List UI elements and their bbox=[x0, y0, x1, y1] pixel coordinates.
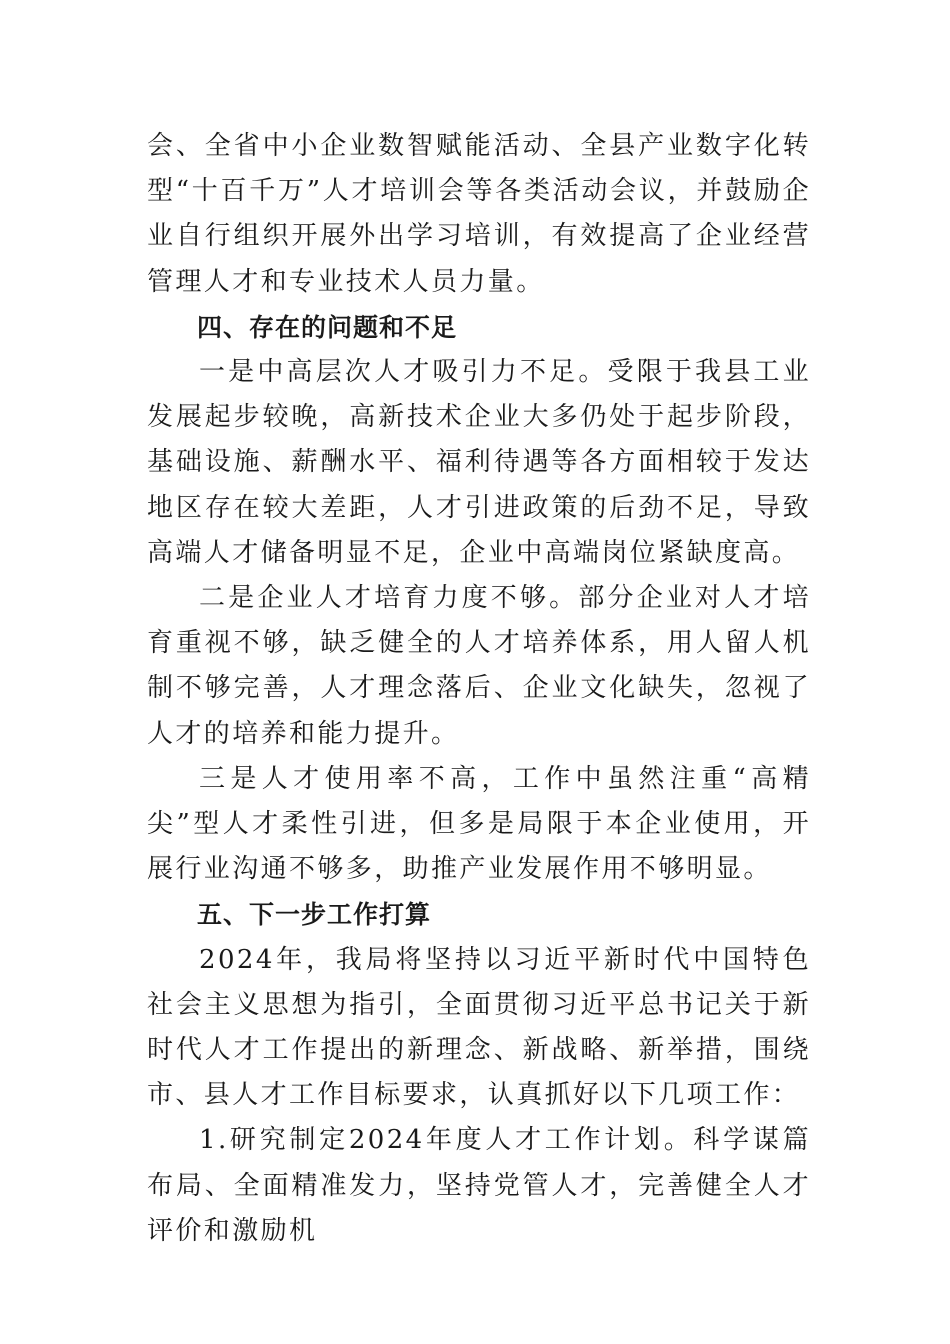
section-heading-problems: 四、存在的问题和不足 bbox=[197, 312, 458, 342]
paragraph-problem-3: 三是人才使用率不高，工作中虽然注重“高精尖”型人才柔性引进，但多是局限于本企业使用，开展行业沟通不够多，助推产业发展作用不够明显。 bbox=[147, 763, 811, 885]
document-body bbox=[147, 124, 811, 1254]
paragraph-plan-intro: 2024年，我局将坚持以习近平新时代中国特色社会主义思想为指引，全面贯彻习近平总书记关于新时代人才工作提出的新理念、新战略、新举措，围绕市、县人才工作目标要求，认真抓好以下几项工作： bbox=[147, 944, 811, 1111]
paragraph-problem-2: 二是企业人才培育力度不够。部分企业对人才培育重视不够，缺乏健全的人才培养体系，用人留人机制不够完善，人才理念落后、企业文化缺失，忽视了人才的培养和能力提升。 bbox=[147, 583, 811, 749]
section-heading-next-steps: 五、下一步工作打算 bbox=[197, 900, 432, 930]
paragraph-continued: 会、全省中小企业数智赋能活动、全县产业数字化转型“十百千万”人才培训会等各类活动会议，并鼓励企业自行组织开展外出学习培训，有效提高了企业经营管理人才和专业技术人员力量。 bbox=[147, 131, 811, 297]
paragraph-problem-1: 一是中高层次人才吸引力不足。受限于我县工业发展起步较晚，高新技术企业大多仍处于起步阶段，基础设施、薪酬水平、福利待遇等各方面相较于发达地区存在较大差距，人才引进政策的后劲不足，导致高端人才储备明显不足，企业中高端岗位紧缺度高。 bbox=[147, 357, 811, 568]
paragraph-plan-item-1: 1.研究制定2024年度人才工作计划。科学谋篇布局、全面精准发力，坚持党管人才，完善健全人才评价和激励机 bbox=[147, 1125, 811, 1246]
